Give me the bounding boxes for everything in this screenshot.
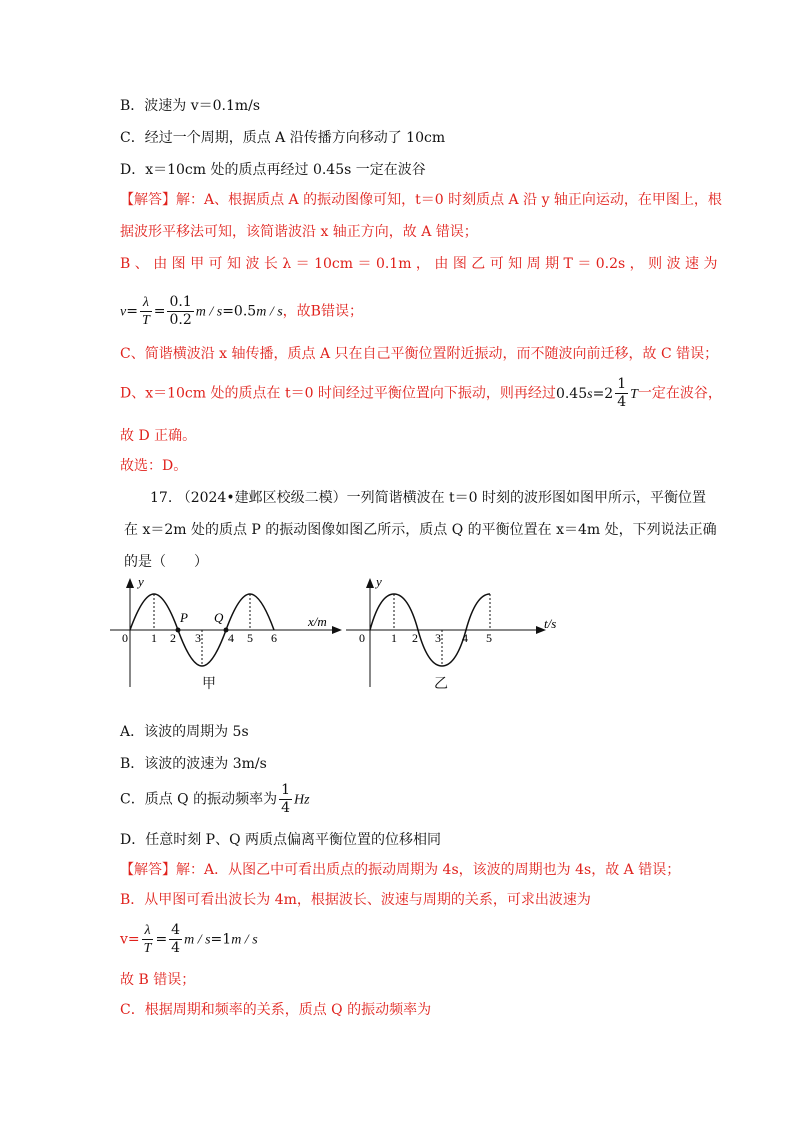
answer-prev-d-line2: 故 D 正确。 xyxy=(120,428,197,444)
caption-yi: 乙 xyxy=(434,676,448,692)
tick-2: 2 xyxy=(170,631,176,645)
fraction-values xyxy=(167,294,193,329)
answer-prev-c-line: C、简谐横波沿 x 轴传播，质点 A 只在自己平衡位置附近振动，而不随波向前迁移，故 C 错误； xyxy=(120,346,719,362)
tick-1: 1 xyxy=(151,631,157,645)
answer-formula: v= $\frac{\lambda}{T}$ = $\frac{4}{4}$ m / s=1m / s xyxy=(120,922,258,956)
y-axis-arrow xyxy=(366,578,374,588)
fraction-num: 1 xyxy=(617,376,627,392)
answer-prev-a-line2: 据波形平移法可知，该简谐波沿 x 轴正方向，故 A 错误； xyxy=(120,224,478,240)
formula-mid: =1 xyxy=(210,931,232,948)
x-axis-arrow xyxy=(332,626,342,634)
tick-6: 6 xyxy=(271,631,277,645)
fraction-den: 4 xyxy=(617,394,627,410)
formula-tail: ，故B错误； xyxy=(282,303,363,320)
tick-5: 5 xyxy=(486,631,492,645)
y-axis-arrow xyxy=(126,578,134,588)
answer-prev-choice: 故选：D。 xyxy=(120,458,188,474)
formula-eq: =2 xyxy=(592,385,614,402)
fraction-values xyxy=(169,922,182,957)
fraction-num: λ xyxy=(142,922,154,940)
fraction-lambda-t xyxy=(142,922,154,957)
answer-prev-b-line1: B 、 由 图 甲 可 知 波 长 λ ＝ 10cm ＝ 0.1m ， 由 图 乙 可 知 周 期 T ＝ 0.2s ， 则 波 速 为 xyxy=(120,256,718,272)
unit-hz: Hz xyxy=(294,792,310,808)
fraction-quarter xyxy=(279,782,292,817)
answer-b-end: 故 B 错误； xyxy=(120,972,196,988)
fraction-num: 0.1 xyxy=(169,294,192,310)
d-pre: D、x＝10cm 处的质点在 t＝0 时间经过平衡位置向下振动，则再经过 xyxy=(120,385,556,402)
formula-num-a: 0.45 xyxy=(555,385,588,402)
y-axis-label: y xyxy=(376,574,382,589)
answer-text: 解：A．从图乙中可看出质点的振动周期为 4s，该波的周期也为 4s，故 A 错误； xyxy=(176,862,681,878)
fraction-lambda-t xyxy=(140,294,152,329)
tick-2: 2 xyxy=(412,631,418,645)
t-axis-label: t/s xyxy=(544,616,557,631)
option-b-prev: B．波速为 v＝0.1m/s xyxy=(120,98,261,114)
fraction-den: T xyxy=(141,313,150,328)
tick-1: 1 xyxy=(391,631,397,645)
fraction-den: 4 xyxy=(171,940,181,956)
option-a: A．该波的周期为 5s xyxy=(120,724,249,740)
tick-5: 5 xyxy=(247,631,253,645)
origin-label: 0 xyxy=(122,631,128,645)
answer-prev-a-line1 xyxy=(120,190,722,210)
question-line1: 17. （2024•建邺区校级二模）一列简谐横波在 t＝0 时刻的波形图如图甲所示，平衡位置 xyxy=(150,490,707,506)
caption-jia: 甲 xyxy=(202,676,216,692)
label-q: Q xyxy=(214,610,224,625)
tick-4: 4 xyxy=(462,631,468,645)
question-line2: 在 x＝2m 处的质点 P 的振动图像如图乙所示，质点 Q 的平衡位置在 x＝4m 处，下列说法正确 xyxy=(124,522,717,538)
formula-T: T xyxy=(630,386,638,402)
answer-a-line xyxy=(120,860,680,880)
option-c-prev: C．经过一个周期，质点 A 沿传播方向移动了 10cm xyxy=(120,130,446,146)
unit: m / s xyxy=(231,932,258,948)
unit: m / s xyxy=(195,304,223,320)
unit: m / s xyxy=(184,932,211,948)
y-axis-label: y xyxy=(138,574,144,589)
answer-c-line: C．根据周期和频率的关系，质点 Q 的振动频率为 xyxy=(120,1002,432,1018)
point-p xyxy=(176,628,181,633)
x-axis-label: x/m xyxy=(308,614,327,629)
fraction-quarter xyxy=(615,376,628,411)
unit: m / s xyxy=(256,304,283,320)
formula-d xyxy=(555,376,638,410)
fraction-num: λ xyxy=(140,294,152,312)
d-post: 一定在波谷， xyxy=(637,385,722,402)
tick-3: 3 xyxy=(435,631,441,645)
answer-prev-d-line xyxy=(120,376,722,412)
fraction-num: 4 xyxy=(171,922,181,938)
answer-tag: 【解答】 xyxy=(120,862,176,878)
fraction-den: T xyxy=(143,941,152,956)
option-d: D．任意时刻 P、Q 两质点偏离平衡位置的位移相同 xyxy=(120,832,442,848)
formula-v: v xyxy=(120,304,127,320)
origin-label: 0 xyxy=(359,631,365,645)
formula-mid: =0.5 xyxy=(222,303,257,320)
answer-text: 解：A、根据质点 A 的振动图像可知，t＝0 时刻质点 A 沿 y 轴正向运动，在甲图上，根 xyxy=(176,192,722,208)
wave-graph-jia xyxy=(110,572,350,692)
tick-3: 3 xyxy=(195,631,201,645)
answer-b-line: B．从甲图可看出波长为 4m，根据波长、波速与周期的关系，可求出波速为 xyxy=(120,892,591,908)
option-c-text: C．质点 Q 的振动频率为 xyxy=(120,791,278,808)
fraction-num: 1 xyxy=(281,782,291,798)
question-line3: 的是（ ） xyxy=(124,554,208,570)
answer-tag: 【解答】 xyxy=(120,192,176,208)
label-p: P xyxy=(180,610,188,625)
formula-v: v= xyxy=(120,931,140,948)
option-b: B．该波的波速为 3m/s xyxy=(120,756,267,772)
fraction-den: 0.2 xyxy=(169,312,192,328)
option-d-prev: D．x＝10cm 处的质点再经过 0.45s 一定在波谷 xyxy=(120,162,426,178)
option-c xyxy=(120,782,310,818)
vibration-graph-yi xyxy=(346,572,576,692)
answer-prev-b-formula: v= $\frac{\lambda}{T}$ = $\frac{0.1}{0.2}$ m / s=0.5m / s，故B错误； xyxy=(120,294,363,328)
fraction-den: 4 xyxy=(281,800,291,816)
tick-4: 4 xyxy=(228,631,234,645)
formula-s: s xyxy=(587,386,593,402)
